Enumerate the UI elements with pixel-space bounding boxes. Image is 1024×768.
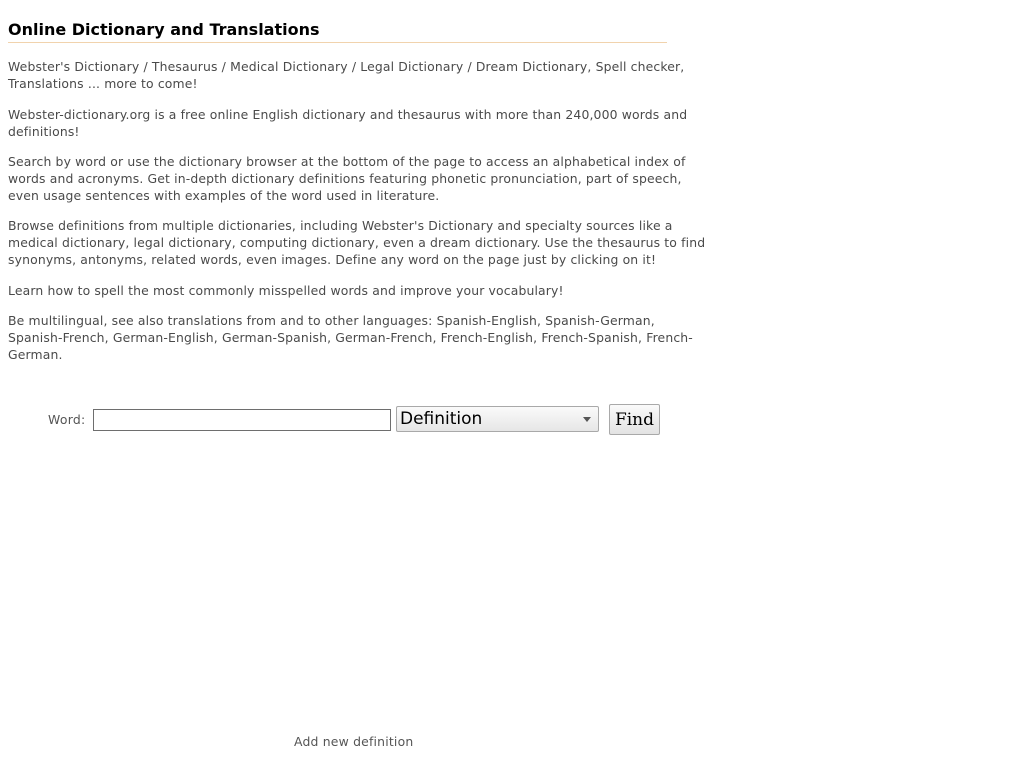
chevron-down-icon xyxy=(583,417,591,422)
lookup-type-value: Definition xyxy=(400,409,483,429)
intro-paragraph-browse: Browse definitions from multiple dictionaries, including Webster's Dictionary and specialty sources like a medical dictionary, legal dictionary, computing dictionary, even a dream dictionary. Use the thesaurus to find synonyms, antonyms, related words, even images. Define any word on the page just by clicking on it! xyxy=(8,218,706,267)
main-content xyxy=(8,20,708,363)
find-button[interactable]: Find xyxy=(609,404,660,435)
lookup-type-select[interactable] xyxy=(396,406,599,432)
add-new-definition-link[interactable]: Add new definition xyxy=(294,734,414,749)
word-input[interactable] xyxy=(93,409,391,431)
intro-paragraph-dictionaries: Webster's Dictionary / Thesaurus / Medical Dictionary / Legal Dictionary / Dream Dictionary, Spell checker, Translations ... more to come! xyxy=(8,59,685,91)
intro-paragraph-spelling: Learn how to spell the most commonly misspelled words and improve your vocabulary! xyxy=(8,283,564,298)
word-label: Word: xyxy=(48,412,86,427)
search-form xyxy=(48,404,688,436)
intro-paragraph-about: Webster-dictionary.org is a free online English dictionary and thesaurus with more than 240,000 words and definitions! xyxy=(8,107,688,139)
page-title: Online Dictionary and Translations xyxy=(8,20,667,43)
intro-paragraph-translations: Be multilingual, see also translations from and to other languages: Spanish-English, Spanish-German, Spanish-French, German-English, German-Spanish, German-French, French-English, French-Spanish, French-German. xyxy=(8,313,693,362)
intro-paragraph-search: Search by word or use the dictionary browser at the bottom of the page to access an alphabetical index of words and acronyms. Get in-depth dictionary definitions featuring phonetic pronunciation, part of speech, even usage sentences with examples of the word used in literature. xyxy=(8,154,686,203)
